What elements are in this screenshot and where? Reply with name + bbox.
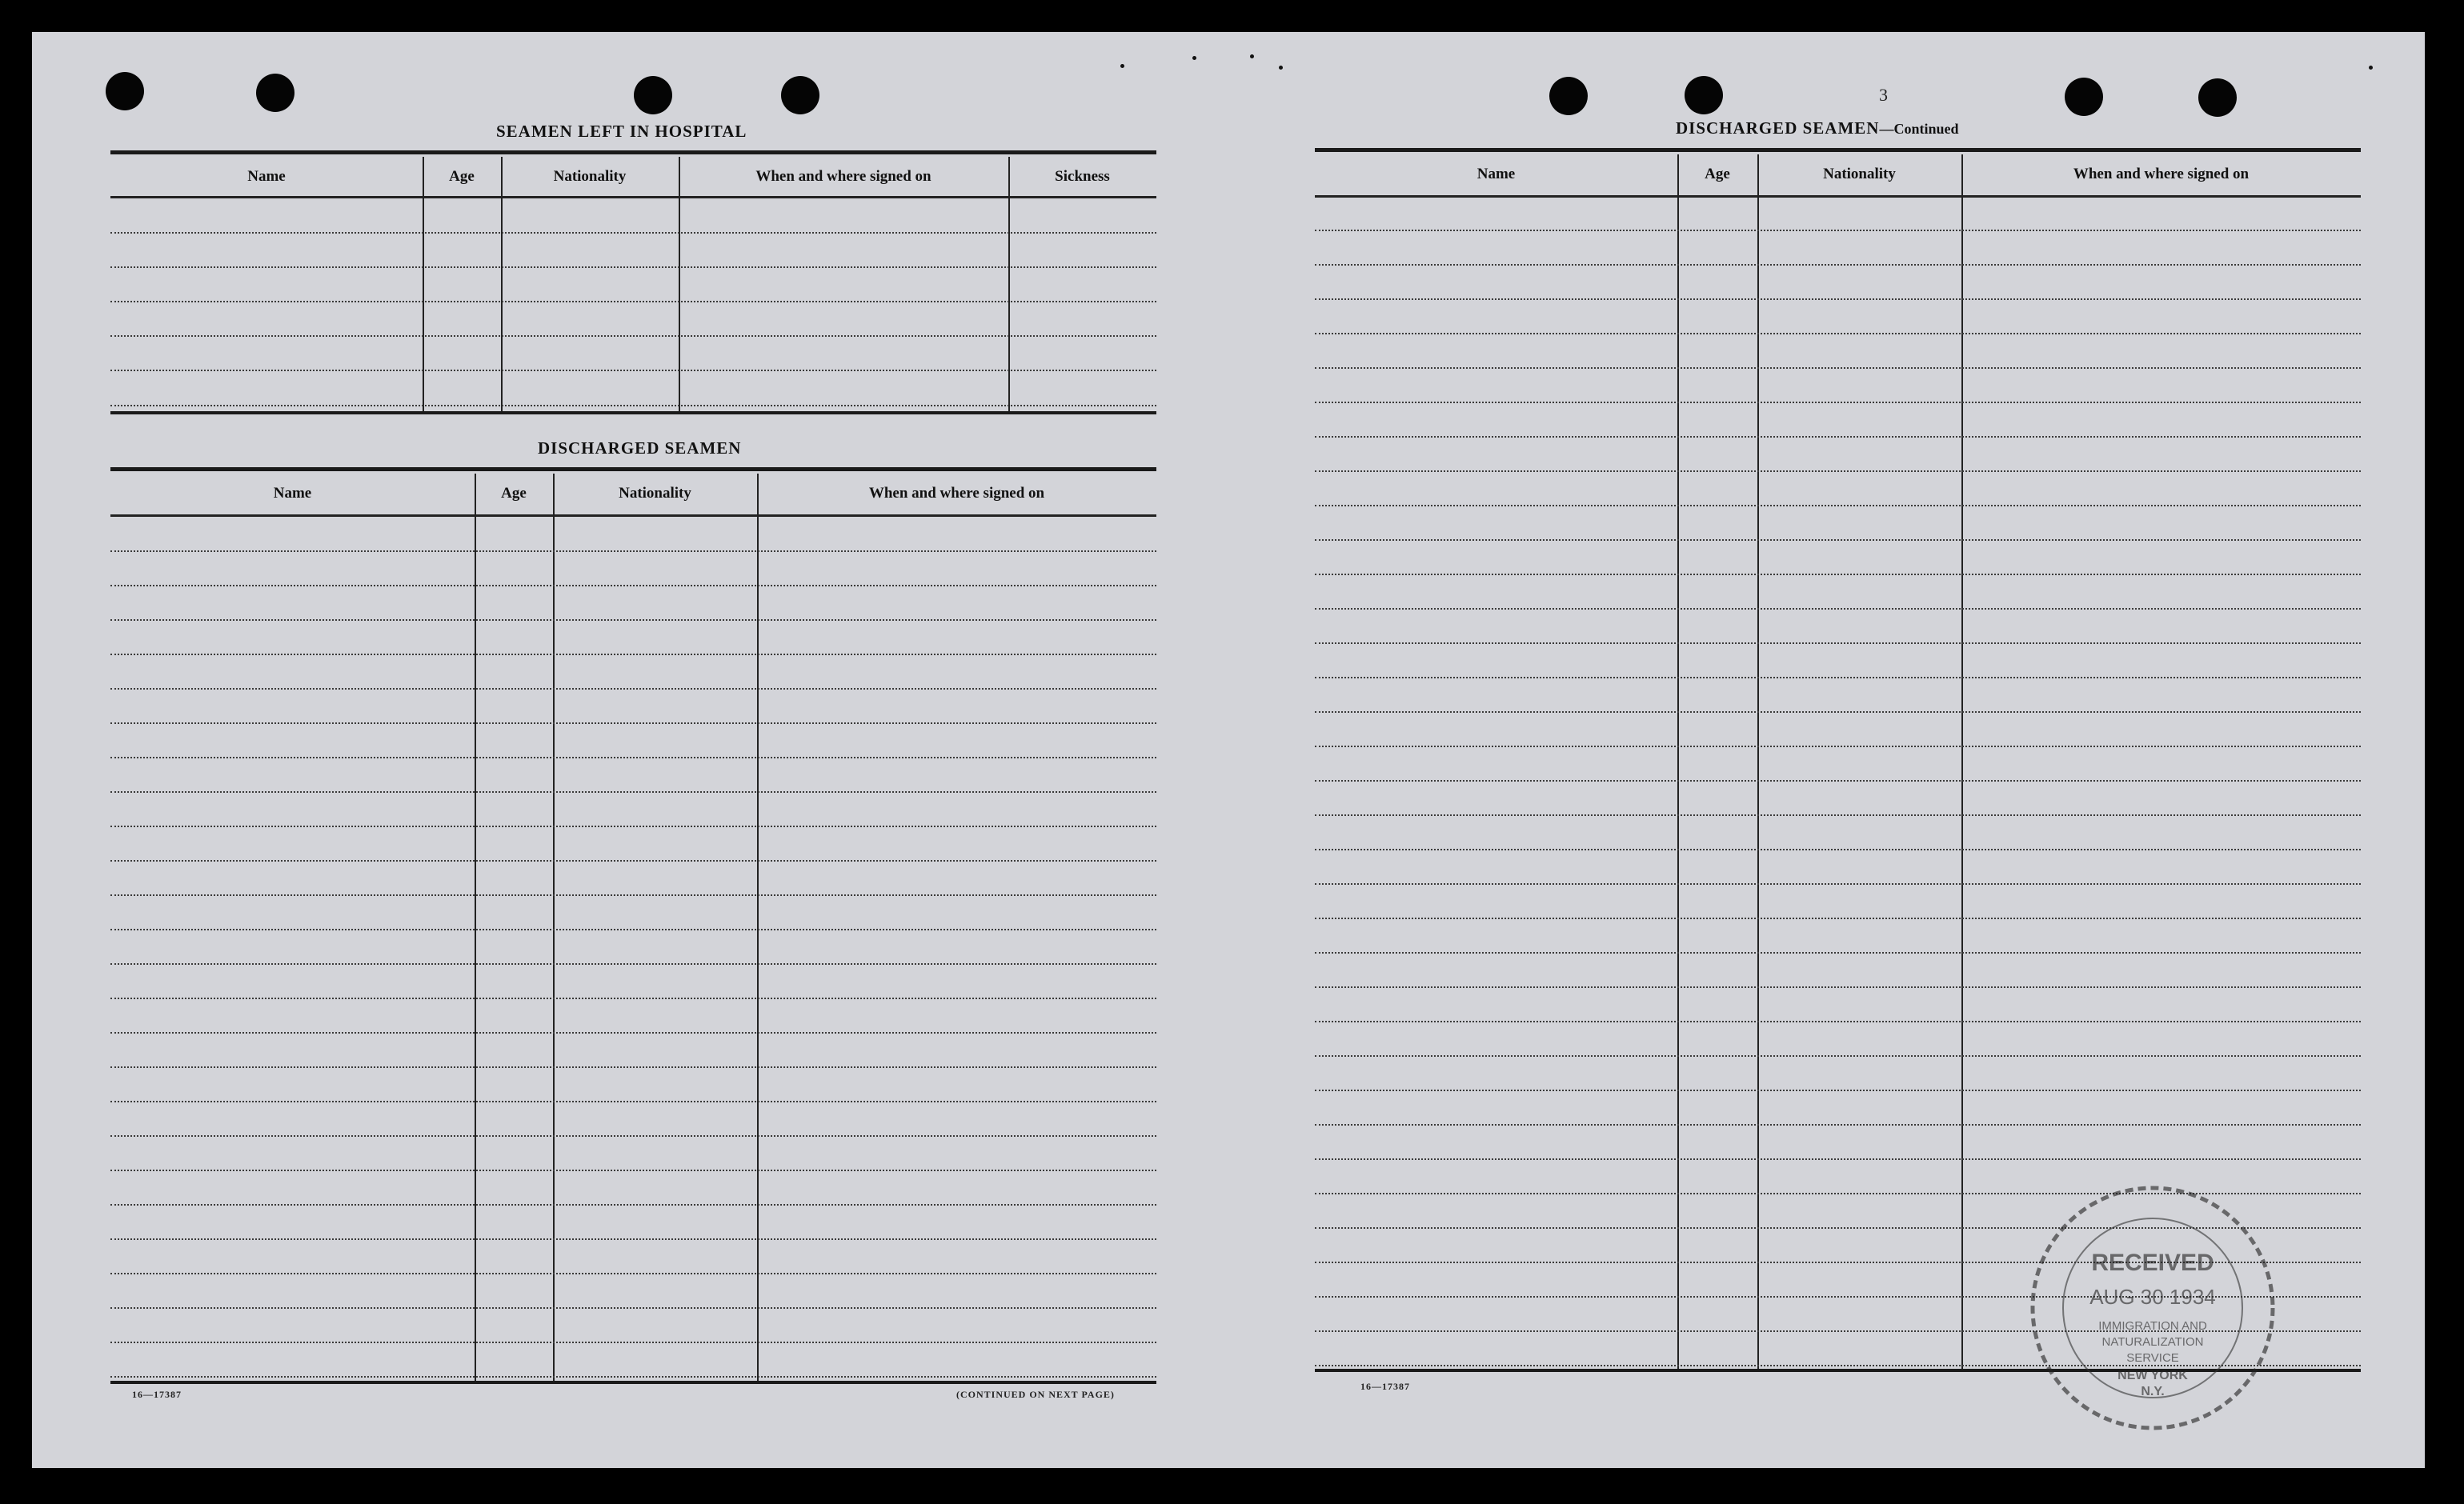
table-row bbox=[110, 232, 1156, 234]
discharged-continued-title bbox=[1676, 118, 1958, 138]
table-row bbox=[1315, 746, 2361, 747]
svg-text:SERVICE: SERVICE bbox=[2126, 1351, 2179, 1365]
table-row bbox=[110, 370, 1156, 371]
header-rule bbox=[1315, 195, 2361, 198]
hospital-table bbox=[110, 150, 1156, 450]
table-row bbox=[1315, 539, 2361, 541]
col-header-nationality: Nationality bbox=[619, 485, 691, 502]
table-row bbox=[110, 1066, 1156, 1068]
col-header-nationality: Nationality bbox=[553, 168, 627, 185]
left-page bbox=[32, 32, 1216, 1468]
table-row bbox=[1315, 780, 2361, 782]
discharged-table bbox=[110, 467, 1156, 1419]
col-header-age: Age bbox=[1705, 166, 1730, 182]
table-row bbox=[110, 894, 1156, 896]
continued-suffix: —Continued bbox=[1879, 121, 1959, 137]
col-header-signed-on: When and where signed on bbox=[868, 485, 1045, 502]
table-row bbox=[1315, 436, 2361, 438]
table-row bbox=[1315, 367, 2361, 369]
page-number: 3 bbox=[1879, 85, 1888, 105]
table-row bbox=[110, 301, 1156, 302]
table-row bbox=[1315, 298, 2361, 300]
table-row bbox=[110, 757, 1156, 758]
svg-text:NEW YORK: NEW YORK bbox=[2117, 1369, 2188, 1382]
table-row bbox=[110, 963, 1156, 965]
received-stamp bbox=[2017, 1176, 2289, 1440]
col-header-age: Age bbox=[449, 168, 475, 185]
table-row bbox=[1315, 402, 2361, 403]
table-row bbox=[1315, 574, 2361, 575]
header-rule bbox=[110, 196, 1156, 198]
col-header-name: Name bbox=[1476, 166, 1516, 182]
table-row bbox=[1315, 608, 2361, 610]
table-row bbox=[110, 929, 1156, 930]
paper-speck bbox=[1250, 54, 1254, 58]
table-row bbox=[1315, 1124, 2361, 1126]
table-row bbox=[110, 1204, 1156, 1206]
header-rule bbox=[110, 514, 1156, 517]
table-row bbox=[110, 1273, 1156, 1274]
table-row bbox=[110, 826, 1156, 827]
column-divider bbox=[423, 157, 424, 413]
table-row bbox=[1315, 1158, 2361, 1160]
table-row bbox=[110, 1342, 1156, 1343]
table-row bbox=[1315, 264, 2361, 266]
table-row bbox=[110, 1032, 1156, 1034]
table-bottom-rule bbox=[110, 411, 1156, 414]
form-number: 16—17387 bbox=[1360, 1381, 1410, 1392]
table-row bbox=[1315, 849, 2361, 850]
svg-text:NATURALIZATION: NATURALIZATION bbox=[2101, 1335, 2204, 1349]
svg-text:IMMIGRATION AND: IMMIGRATION AND bbox=[2098, 1319, 2207, 1333]
svg-text:RECEIVED: RECEIVED bbox=[2091, 1250, 2214, 1276]
document-paper bbox=[32, 32, 2425, 1468]
form-number: 16—17387 bbox=[132, 1389, 182, 1400]
table-row bbox=[110, 998, 1156, 999]
column-divider bbox=[1961, 154, 1963, 1370]
table-top-rule bbox=[110, 467, 1156, 471]
column-divider bbox=[757, 474, 759, 1382]
col-header-name: Name bbox=[273, 485, 312, 502]
table-row bbox=[1315, 952, 2361, 954]
table-row bbox=[1315, 883, 2361, 885]
hospital-section-title: SEAMEN LEFT IN HOSPITAL bbox=[496, 122, 747, 141]
table-row bbox=[1315, 230, 2361, 231]
table-row bbox=[110, 688, 1156, 690]
table-row bbox=[1315, 711, 2361, 713]
table-row bbox=[110, 1238, 1156, 1240]
discharged-section-title: DISCHARGED SEAMEN bbox=[538, 438, 742, 458]
column-divider bbox=[679, 157, 680, 413]
discharged-title-text: DISCHARGED SEAMEN bbox=[1676, 118, 1880, 138]
table-row bbox=[1315, 986, 2361, 988]
col-header-sickness: Sickness bbox=[1055, 168, 1110, 185]
table-row bbox=[1315, 814, 2361, 816]
table-row bbox=[110, 550, 1156, 552]
col-header-name: Name bbox=[247, 168, 286, 185]
column-divider bbox=[1757, 154, 1759, 1370]
table-row bbox=[1315, 918, 2361, 919]
table-row bbox=[110, 791, 1156, 793]
table-row bbox=[110, 1170, 1156, 1171]
col-header-signed-on: When and where signed on bbox=[755, 168, 932, 185]
table-row bbox=[110, 405, 1156, 406]
table-row bbox=[110, 722, 1156, 724]
table-row bbox=[1315, 1090, 2361, 1091]
column-divider bbox=[475, 474, 476, 1382]
column-divider bbox=[1008, 157, 1010, 413]
table-row bbox=[110, 1307, 1156, 1309]
table-row bbox=[110, 585, 1156, 586]
table-row bbox=[1315, 470, 2361, 472]
continued-note: (CONTINUED ON NEXT PAGE) bbox=[956, 1389, 1115, 1400]
table-row bbox=[110, 1376, 1156, 1378]
col-header-nationality: Nationality bbox=[1823, 166, 1896, 182]
svg-text:N.Y.: N.Y. bbox=[2141, 1385, 2165, 1398]
table-row bbox=[1315, 677, 2361, 678]
table-row bbox=[110, 619, 1156, 621]
column-divider bbox=[501, 157, 503, 413]
svg-text:AUG 30 1934: AUG 30 1934 bbox=[2089, 1285, 2216, 1309]
table-top-rule bbox=[110, 150, 1156, 154]
table-top-rule bbox=[1315, 148, 2361, 152]
table-row bbox=[110, 335, 1156, 337]
table-row bbox=[110, 860, 1156, 862]
col-header-signed-on: When and where signed on bbox=[2073, 166, 2250, 182]
table-row bbox=[110, 266, 1156, 268]
col-header-age: Age bbox=[501, 485, 527, 502]
table-row bbox=[1315, 505, 2361, 506]
column-divider bbox=[553, 474, 555, 1382]
table-row bbox=[1315, 333, 2361, 334]
column-divider bbox=[1677, 154, 1679, 1370]
table-row bbox=[1315, 642, 2361, 644]
table-row bbox=[1315, 1055, 2361, 1057]
table-bottom-rule bbox=[110, 1381, 1156, 1384]
table-row bbox=[110, 1101, 1156, 1102]
table-row bbox=[110, 1135, 1156, 1137]
table-row bbox=[1315, 1021, 2361, 1022]
table-row bbox=[110, 654, 1156, 655]
